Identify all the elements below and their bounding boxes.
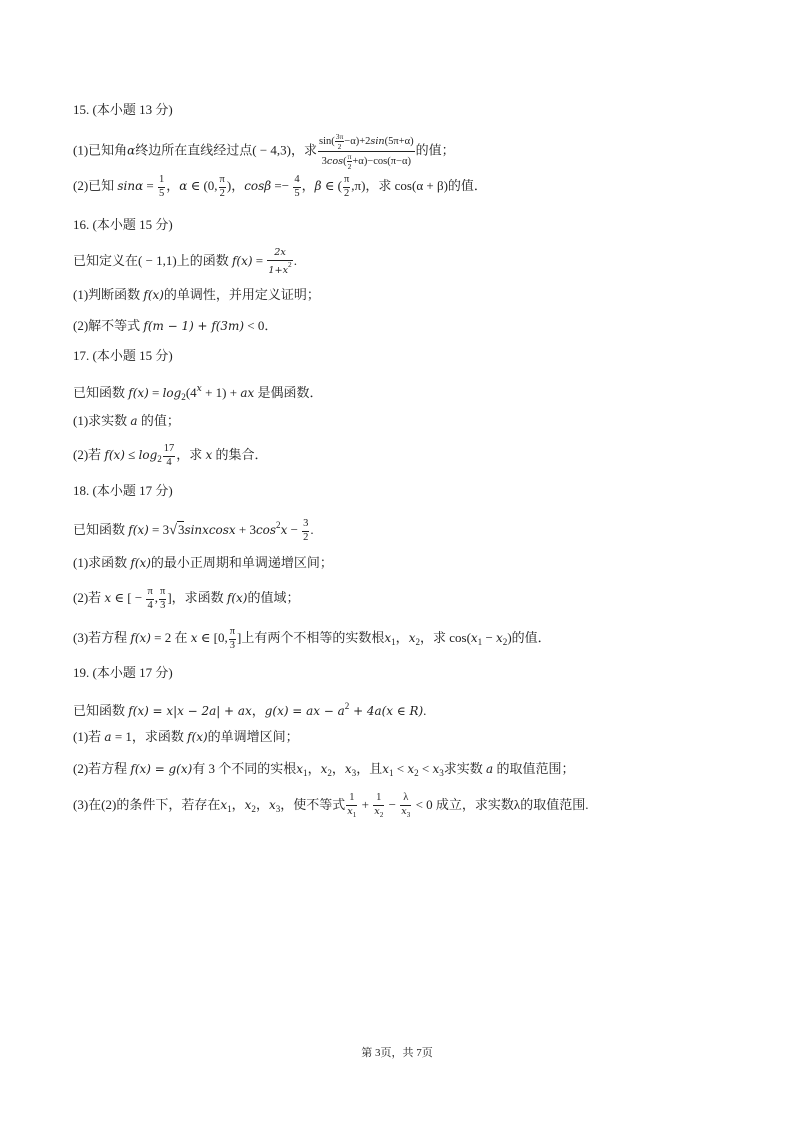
- text-run: < 0 成立，求实数λ的取值范围.: [412, 797, 589, 812]
- text-run: 3π: [335, 132, 344, 141]
- text-run: −: [385, 797, 400, 812]
- text-run: (2)若: [73, 447, 105, 462]
- text-run: λ: [403, 792, 409, 804]
- superscript: 2: [276, 520, 281, 530]
- text-run: 2: [347, 162, 352, 171]
- text-run: π: [160, 585, 166, 597]
- math-text: f(x): [104, 448, 125, 462]
- fraction-numerator: [293, 174, 300, 188]
- text-run: <: [418, 761, 433, 776]
- text-run: ，: [166, 178, 180, 193]
- text-run: 是偶函数．: [254, 385, 323, 400]
- fraction-denominator: [302, 532, 309, 545]
- text-run: .: [293, 253, 297, 268]
- fraction-denominator: [293, 188, 300, 201]
- math-text: x: [407, 762, 415, 776]
- math-text: x: [344, 762, 352, 776]
- text-run: ，求: [176, 447, 206, 462]
- text-run: 的单调性，并用定义证明；: [163, 287, 320, 302]
- text-run: −: [482, 630, 497, 645]
- subscript: 2: [415, 637, 420, 647]
- superscript: 2: [344, 701, 350, 711]
- text-run: ，: [301, 178, 315, 193]
- math-text: x: [190, 631, 198, 645]
- text-run: −α)+2: [344, 135, 371, 147]
- fraction-numerator: [229, 626, 236, 640]
- math-text: f(x): [128, 523, 149, 537]
- text-run: ，: [231, 797, 245, 812]
- math-text: x: [382, 762, 389, 776]
- fraction-denominator: [400, 806, 411, 820]
- math-text: f(x) = g(x): [130, 762, 193, 776]
- math-text: f(x): [187, 730, 208, 744]
- page-footer: 第 3页，共 7页: [361, 1047, 433, 1059]
- text-run: (1)若: [73, 729, 105, 744]
- text-run: 已知函数: [73, 703, 129, 718]
- math-text: a: [130, 414, 138, 428]
- math-text: + 4a(x ∈ R): [349, 704, 424, 718]
- math-text: sinxcosx: [184, 523, 236, 537]
- q17-part1: [73, 406, 180, 436]
- text-run: 有 3 个不同的实根: [192, 761, 297, 776]
- fraction-denominator: [318, 152, 415, 171]
- q16-part2: [73, 311, 277, 341]
- fraction-denominator: [229, 640, 236, 653]
- math-text: cos: [255, 523, 277, 537]
- fraction-numerator: [267, 247, 292, 261]
- text-run: +α)−cos(π−α): [352, 155, 411, 167]
- subscript: 1: [352, 809, 357, 819]
- fraction-numerator: [302, 518, 309, 532]
- math-text: x: [205, 448, 213, 462]
- text-run: (1)求实数: [73, 413, 131, 428]
- math-text: x: [470, 631, 478, 645]
- text-run: )的值．: [507, 630, 551, 645]
- math-text: ax: [240, 386, 255, 400]
- fraction: [159, 586, 166, 612]
- fraction: [158, 174, 165, 200]
- text-run: + 3: [235, 522, 256, 537]
- fraction-denominator: [146, 600, 153, 613]
- fraction-denominator: [267, 261, 292, 278]
- subscript: 2: [251, 804, 256, 814]
- text-run: <: [393, 761, 408, 776]
- subscript: 1: [303, 768, 308, 778]
- text-run: 已知函数: [73, 522, 129, 537]
- text-run: 的取值范围；: [493, 761, 575, 776]
- subscript: 1: [391, 637, 396, 647]
- q18-part1: [73, 548, 333, 578]
- text-run: 的值域；: [247, 590, 300, 605]
- text-run: (1)判断函数: [73, 287, 144, 302]
- text-run: π: [147, 585, 153, 597]
- subscript: 3: [275, 804, 281, 814]
- text-run: (3)若方程: [73, 630, 131, 645]
- text-run: π: [343, 173, 350, 185]
- text-run: 1: [349, 792, 355, 804]
- fraction: [219, 174, 226, 200]
- fraction-denominator: [346, 806, 357, 820]
- radical-sign: √: [169, 522, 177, 538]
- text-run: = 2 在: [150, 630, 191, 645]
- math-text: x: [347, 805, 353, 817]
- math-text: x: [268, 798, 276, 812]
- text-run: ，: [307, 761, 321, 776]
- text-run: 3: [303, 517, 309, 529]
- math-text: f(x): [128, 386, 149, 400]
- text-run: 3: [229, 639, 235, 651]
- text-run: 3: [160, 599, 166, 611]
- text-run: (4: [185, 385, 197, 400]
- text-run: π: [229, 625, 236, 637]
- text-run: (5π+α): [384, 135, 414, 147]
- text-run: =−: [271, 178, 293, 193]
- q15-part1: [73, 132, 455, 171]
- q19-header: [73, 658, 173, 688]
- text-run: ≤: [124, 447, 139, 462]
- text-run: 15. (本小题 13 分): [73, 102, 173, 117]
- fraction-denominator: [219, 188, 226, 201]
- text-run: 4: [294, 173, 300, 185]
- text-run: ,: [154, 590, 159, 605]
- subscript: 3: [351, 768, 357, 778]
- fraction-numerator: [346, 792, 357, 806]
- text-run: ，使不等式: [280, 797, 346, 812]
- q18-stem: [73, 510, 314, 543]
- text-run: 5: [294, 187, 300, 199]
- text-run: ,π)，求 cos(α + β)的值．: [351, 178, 487, 193]
- fraction: [302, 518, 309, 544]
- text-run: 终边所在直线经过点( − 4,3)，求: [135, 142, 317, 158]
- fraction-numerator: [373, 792, 384, 806]
- text-run: 19. (本小题 17 分): [73, 665, 173, 680]
- text-run: < 0．: [244, 318, 278, 333]
- math-text: x: [296, 762, 304, 776]
- text-run: 17. (本小题 15 分): [73, 348, 173, 363]
- text-run: (: [343, 155, 347, 167]
- q17-stem: [73, 374, 322, 404]
- text-run: 的单调增区间；: [207, 729, 299, 744]
- math-text: 2x: [274, 246, 286, 258]
- text-run: =: [148, 385, 163, 400]
- fraction-numerator: [335, 132, 345, 142]
- math-text: α: [179, 179, 188, 193]
- text-run: 求实数: [443, 761, 487, 776]
- fraction-numerator: [158, 174, 165, 188]
- math-text: f(x): [130, 556, 151, 570]
- text-run: 2: [219, 187, 225, 199]
- fraction-numerator: [343, 174, 350, 188]
- text-run: ，求 cos(: [419, 630, 471, 645]
- math-text: x: [220, 798, 228, 812]
- fraction: [373, 792, 384, 819]
- math-text: sin: [370, 135, 385, 147]
- text-run: 1: [159, 173, 165, 185]
- fraction-denominator: [373, 806, 384, 820]
- math-text: f(m − 1) + f(3m): [143, 319, 245, 333]
- fraction-denominator: [163, 457, 176, 470]
- fraction-denominator: [159, 600, 166, 613]
- text-run: .: [310, 522, 314, 537]
- math-text: a: [486, 762, 494, 776]
- math-text: log: [162, 386, 182, 400]
- math-text: cosβ: [244, 179, 272, 193]
- fraction: [346, 792, 357, 819]
- q19-part2: [73, 754, 574, 784]
- text-run: (2)若方程: [73, 761, 131, 776]
- q15-part2: [73, 171, 487, 201]
- subscript: 1: [388, 768, 394, 778]
- text-run: 2: [303, 531, 309, 543]
- q15-header: [73, 95, 173, 125]
- math-text: x: [432, 762, 440, 776]
- math-text: f(x): [226, 591, 248, 605]
- subscript: 2: [181, 392, 186, 402]
- text-run: =: [252, 253, 267, 268]
- math-text: g(x) = ax − a: [264, 704, 345, 718]
- math-text: β: [314, 179, 322, 193]
- math-text: f(x): [232, 254, 253, 268]
- text-run: 的值；: [137, 413, 180, 428]
- fraction: [146, 586, 153, 612]
- text-run: ，: [255, 797, 269, 812]
- math-text: log: [138, 448, 158, 462]
- text-run: 的值；: [415, 142, 455, 158]
- math-text: x: [104, 591, 112, 605]
- text-run: −: [287, 522, 302, 537]
- q18-part2: [73, 583, 299, 613]
- text-run: ，: [251, 703, 265, 718]
- text-run: 16. (本小题 15 分): [73, 217, 173, 232]
- text-run: 的最小正周期和单调递增区间；: [150, 555, 333, 570]
- q16-header: [73, 210, 173, 240]
- text-run: 17: [163, 442, 175, 454]
- text-run: ∈ (: [321, 178, 342, 193]
- fraction: [163, 443, 176, 469]
- fraction-numerator: [219, 174, 226, 188]
- text-run: 1: [376, 792, 382, 804]
- math-text: x: [244, 798, 252, 812]
- fraction-denominator: [343, 188, 350, 201]
- text-run: 4: [147, 599, 153, 611]
- math-text: x: [408, 631, 416, 645]
- q17-part2: [73, 440, 268, 470]
- text-run: + 1) +: [201, 385, 241, 400]
- math-text: x: [374, 805, 380, 817]
- text-run: 的集合．: [212, 447, 268, 462]
- subscript: 1: [227, 804, 232, 814]
- q19-part1: [73, 722, 299, 752]
- text-run: 2: [343, 187, 350, 199]
- text-run: ，: [395, 630, 409, 645]
- text-run: (3)在(2)的条件下，若存在: [73, 797, 221, 812]
- math-text: f(x): [130, 631, 151, 645]
- text-run: 2: [337, 142, 342, 151]
- fraction-denominator: [335, 142, 345, 151]
- subscript: 2: [327, 768, 332, 778]
- math-text: a: [104, 730, 112, 744]
- q19-stem: [73, 691, 426, 721]
- text-run: ∈ [ −: [111, 590, 146, 605]
- fraction: [400, 792, 411, 819]
- text-run: (1)已知角: [73, 142, 128, 158]
- text-run: (2)已知: [73, 178, 118, 193]
- text-run: ]上有两个不相等的实数根: [237, 630, 385, 645]
- text-run: = 1，求函数: [111, 729, 188, 744]
- math-text: f(x): [143, 288, 164, 302]
- text-run: 已知函数: [73, 385, 129, 400]
- text-run: (1)求函数: [73, 555, 131, 570]
- math-text: cos: [326, 155, 344, 167]
- superscript: 2: [288, 259, 292, 269]
- text-run: 已知定义在( − 1,1)上的函数: [73, 253, 232, 268]
- text-run: 5: [159, 187, 165, 199]
- text-run: ∈ (0,: [187, 178, 218, 193]
- text-run: 3: [321, 155, 327, 167]
- text-run: (2)解不等式: [73, 318, 144, 333]
- math-text: x: [384, 631, 392, 645]
- math-text: α: [127, 143, 136, 158]
- q19-part3: [73, 790, 588, 820]
- fraction: [267, 247, 292, 277]
- text-run: .: [423, 703, 427, 718]
- subscript: 2: [414, 768, 419, 778]
- fraction-numerator: [163, 443, 176, 457]
- math-text: sinα: [117, 179, 144, 193]
- q16-part1: [73, 280, 320, 310]
- fraction-numerator: [318, 132, 415, 152]
- subscript: 2: [157, 454, 162, 464]
- text-run: (2)若: [73, 590, 105, 605]
- q18-part3: [73, 623, 551, 653]
- text-run: )，: [226, 178, 245, 193]
- math-text: f(x) = x|x − 2a| + ax: [128, 704, 252, 718]
- q18-header: [73, 476, 173, 506]
- fraction: [229, 626, 236, 652]
- text-run: 4: [166, 456, 172, 468]
- subscript: 3: [439, 768, 444, 778]
- math-text: x: [496, 631, 503, 645]
- math-text: x: [280, 523, 288, 537]
- fraction: [293, 174, 300, 200]
- math-text: x: [401, 805, 407, 817]
- text-run: ]，求函数: [167, 590, 227, 605]
- text-run: =: [143, 178, 157, 193]
- text-run: sin(: [319, 135, 335, 147]
- math-text: 1+x: [268, 264, 289, 276]
- text-run: ，: [331, 761, 345, 776]
- text-run: π: [219, 173, 225, 185]
- subscript: 2: [379, 809, 384, 819]
- math-text: x: [320, 762, 328, 776]
- subscript: 3: [406, 809, 411, 819]
- text-run: ，且: [356, 761, 383, 776]
- text-run: ∈ [0,: [197, 630, 228, 645]
- radicand: 3: [177, 522, 185, 537]
- fraction-numerator: [146, 586, 153, 600]
- text-run: 18. (本小题 17 分): [73, 483, 173, 498]
- fraction: [335, 132, 345, 151]
- fraction-denominator: [158, 188, 165, 201]
- q17-header: [73, 341, 173, 371]
- text-run: +: [358, 797, 373, 812]
- subscript: 2: [502, 637, 508, 647]
- fraction-numerator: [400, 792, 411, 806]
- q16-stem: [73, 246, 297, 276]
- text-run: = 3: [148, 522, 170, 537]
- fraction: [343, 174, 350, 200]
- fraction-numerator: [159, 586, 166, 600]
- subscript: 1: [477, 637, 483, 647]
- superscript: x: [196, 384, 202, 394]
- text-run: π: [347, 152, 352, 161]
- fraction: [318, 132, 415, 171]
